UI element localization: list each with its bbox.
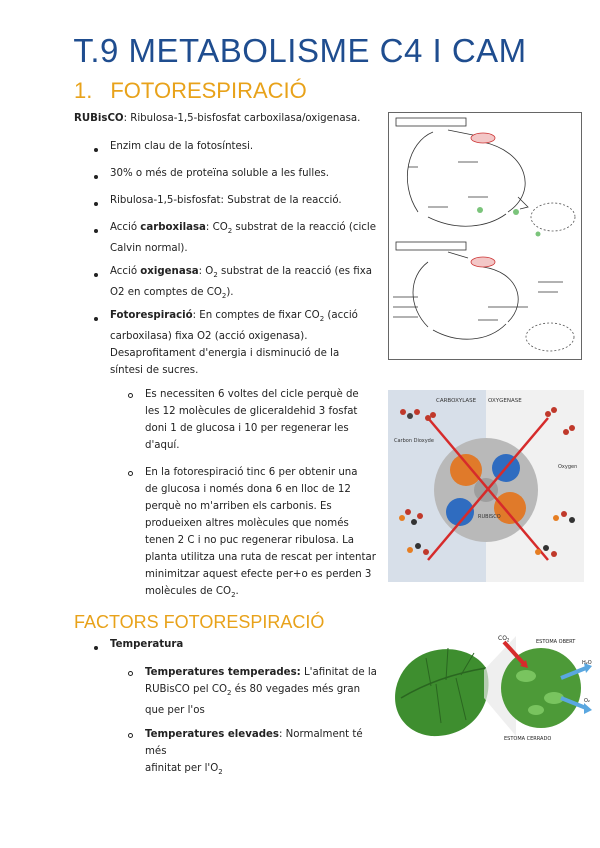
page-title: T.9 METABOLISME C4 I CAM xyxy=(73,32,527,69)
bullet-substrat: Ribulosa-1,5-bisfosfat: Substrat de la reacció. xyxy=(110,195,342,206)
rubisco-protein-figure xyxy=(388,390,584,582)
calvin-photorespiration-diagram xyxy=(388,112,582,360)
sub-bullet xyxy=(128,471,133,476)
sub-bullet xyxy=(128,671,133,676)
sub-bullet xyxy=(128,393,133,398)
section-number: 1. xyxy=(74,78,93,103)
bullet xyxy=(94,175,98,179)
bullet-fotorespiracio: Fotorespiració: En comptes de fixar $CO_2$ (acció carboxilasa) fixa O2 (acció oxigenasa). Desaprofitament d'energia i disminució de la síntesi de sucres. xyxy=(110,310,358,377)
bullet xyxy=(94,229,98,233)
sub-bullet-fotorespiracio: En la fotorespiració tinc 6 per obtenir una de glucosa i només dona 6 en lloc de 12 perquè no m'arriben els carbonis. Es produeixen altres molècules que només tenen 2 C i no puc regenerar ribulosa. La planta utilitza una ruta de rescat per intentar minimitzar aquest efecte per+o es perden 3 molècules de $CO_2$. xyxy=(145,467,376,600)
bullet xyxy=(94,148,98,152)
label-rubisco: RUBISCO xyxy=(478,514,501,520)
bullet xyxy=(94,646,98,650)
factor-temperatura: Temperatura xyxy=(110,639,184,650)
section-title: FOTORESPIRACIÓ xyxy=(110,78,307,103)
factors-heading: FACTORS FOTORESPIRACIÓ xyxy=(74,612,325,632)
bullet xyxy=(94,202,98,206)
bullet-oxigenasa: Acció oxigenasa: $O_2$ substrat de la reacció (es fixa O2 en comptes de $CO_2$). xyxy=(110,266,372,301)
label-carboxylase: CARBOXYLASE xyxy=(436,398,477,404)
leaf-stomata-figure xyxy=(386,628,596,746)
label-carbon-dioxide: Carbon Dioxyde xyxy=(394,438,434,444)
bullet-enzim: Enzim clau de la fotosíntesi. xyxy=(110,141,254,152)
section-heading-fotorespiracio xyxy=(74,78,307,104)
temperatures-elevades: Temperatures elevades: Normalment té més afinitat per $l'O_2$ xyxy=(145,729,363,777)
rubisco-definition: RUBisCO: Ribulosa-1,5-bisfosfat carboxilasa/oxigenasa. xyxy=(74,113,361,124)
label-oxygenase: OXYGENASE xyxy=(488,398,522,404)
sub-bullet-voltes: Es necessiten 6 voltes del cicle perquè de les 12 molècules de gliceraldehid 3 fosfat doni 1 de glucosa i 10 per regenerar les d'aquí. xyxy=(145,389,359,451)
bullet-proteina: 30% o més de proteïna soluble a les fulles. xyxy=(110,168,330,179)
bullet-carboxilasa: Acció carboxilasa: $CO_2$ substrat de la reacció (cicle Calvin normal). xyxy=(110,222,376,255)
label-o2: O₂ xyxy=(584,698,590,704)
temperatures-temperades: Temperatures temperades: L'afinitat de la RUBisCO pel $CO_2$ és 80 vegades més gran que per l'os xyxy=(145,667,377,717)
bullet xyxy=(94,273,98,277)
bullet xyxy=(94,317,98,321)
label-h2o: H₂O xyxy=(582,660,592,666)
label-estoma-cerrado: ESTOMA CERRADO xyxy=(504,736,552,742)
sub-bullet xyxy=(128,733,133,738)
label-oxygen: Oxygen xyxy=(558,464,578,470)
label-co2: $CO_2$ xyxy=(498,635,510,643)
label-estoma-obert: ESTOMA OBERT xyxy=(536,639,576,645)
stomata-closeup-icon xyxy=(501,648,581,728)
